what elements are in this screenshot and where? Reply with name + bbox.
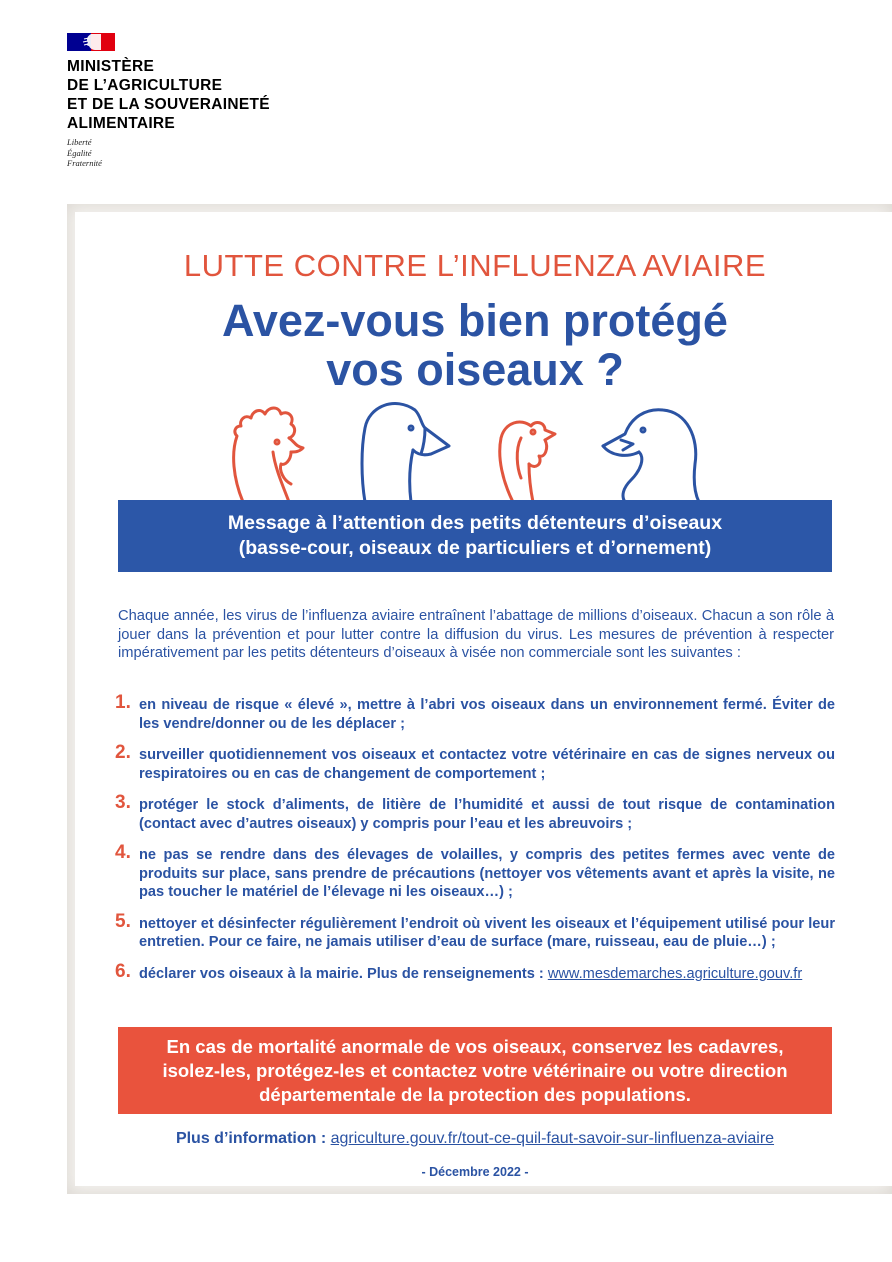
- goose-icon: [362, 404, 449, 502]
- ministry-line: ALIMENTAIRE: [67, 115, 176, 132]
- marianne-logo: [67, 33, 115, 51]
- item-number: 6.: [115, 960, 131, 982]
- rooster-icon: [234, 408, 303, 502]
- motto-liberte: Liberté: [67, 137, 92, 147]
- item-number: 5.: [115, 910, 131, 932]
- more-info: [75, 1130, 875, 1148]
- item-text: surveiller quotidiennement vos oiseaux et contactez votre vétérinaire en cas de signes nerveux ou respiratoires ou en cas de changement de comportement ;: [139, 747, 835, 782]
- ministry-line: MINISTÈRE: [67, 58, 155, 75]
- list-item: [115, 692, 835, 733]
- ministry-name: [67, 57, 270, 133]
- intro-paragraph: Chaque année, les virus de l’influenza aviaire entraînent l’abattage de millions d’oiseaux. Chacun a son rôle à jouer dans la prévention et pour lutter contre la diffusion du virus. Les mesures de prévention à respecter impérativement par les petits détenteurs d’oiseaux à visée non commerciale sont les suivantes :: [118, 608, 834, 661]
- poster-title: [75, 296, 875, 394]
- republic-motto: [67, 137, 270, 169]
- item-number: 4.: [115, 842, 131, 863]
- item-text: protéger le stock d’aliments, de litière de l’humidité et aussi de tout risque de contamination (contact avec d’autres oiseaux) y compris pour l’eau et les abreuvoirs ;: [139, 797, 835, 832]
- motto-fraternite: Fraternité: [67, 158, 102, 168]
- item-number: 1.: [115, 692, 131, 713]
- duck-icon: [603, 410, 699, 502]
- ministry-line: DE L’AGRICULTURE: [67, 77, 223, 94]
- alert-line: En cas de mortalité anormale de vos oiseaux, conservez les cadavres,: [166, 1035, 784, 1057]
- item-text: nettoyer et désinfecter régulièrement l’endroit où vivent les oiseaux et l’équipement utilisé pour leur entretien. Pour ce faire, ne jamais utiliser d’eau de surface (mare, ruisseau, eau de pluie…) ;: [139, 915, 835, 950]
- alert-line: départementale de la protection des populations.: [259, 1083, 691, 1105]
- mesdemarches-link[interactable]: www.mesdemarches.agriculture.gouv.fr: [547, 965, 803, 982]
- list-item: [115, 910, 835, 952]
- title-line: vos oiseaux ?: [326, 344, 624, 395]
- item-text: en niveau de risque « élevé », mettre à l’abri vos oiseaux dans un environnement fermé. Éviter de les vendre/donner ou de les déplacer ;: [139, 697, 835, 732]
- item-text: ne pas se rendre dans des élevages de volailles, y compris des petites fermes avec vente de produits sur place, sans prendre de précautions (nettoyer vos vêtements avant et après la visite, ne pas toucher le matériel de l’élevage ni les oiseaux…) ;: [139, 847, 835, 900]
- poster-page: [75, 212, 892, 1186]
- marianne-profile-icon: [81, 33, 101, 51]
- poster: [67, 204, 892, 1194]
- measures-list: [115, 692, 835, 996]
- banner-line: Message à l’attention des petits détenteurs d’oiseaux: [227, 512, 723, 534]
- audience-banner: [118, 500, 832, 572]
- more-info-link[interactable]: agriculture.gouv.fr/tout-ce-quil-faut-savoir-sur-linfluenza-aviaire: [330, 1130, 775, 1147]
- ministry-line: ET DE LA SOUVERAINETÉ: [67, 96, 270, 113]
- banner-line: (basse-cour, oiseaux de particuliers et d’ornement): [238, 537, 712, 559]
- publication-date: - Décembre 2022 -: [421, 1165, 529, 1179]
- title-line: Avez-vous bien protégé: [222, 295, 728, 346]
- poster-kicker: LUTTE CONTRE L’INFLUENZA AVIAIRE: [183, 248, 767, 283]
- more-info-label: Plus d’information :: [175, 1130, 331, 1147]
- list-item: [115, 742, 835, 783]
- birds-illustration: [225, 398, 725, 502]
- list-item: [115, 792, 835, 833]
- turkey-icon: [500, 422, 555, 502]
- item-text: déclarer vos oiseaux à la mairie. Plus de renseignements :: [139, 965, 548, 982]
- mortality-alert-banner: [118, 1027, 832, 1114]
- ministry-header: [67, 33, 270, 169]
- item-number: 2.: [115, 742, 131, 763]
- list-item: [115, 842, 835, 902]
- item-number: 3.: [115, 792, 131, 813]
- motto-egalite: Égalité: [67, 147, 92, 158]
- list-item: [115, 960, 835, 984]
- alert-line: isolez-les, protégez-les et contactez votre vétérinaire ou votre direction: [162, 1059, 788, 1081]
